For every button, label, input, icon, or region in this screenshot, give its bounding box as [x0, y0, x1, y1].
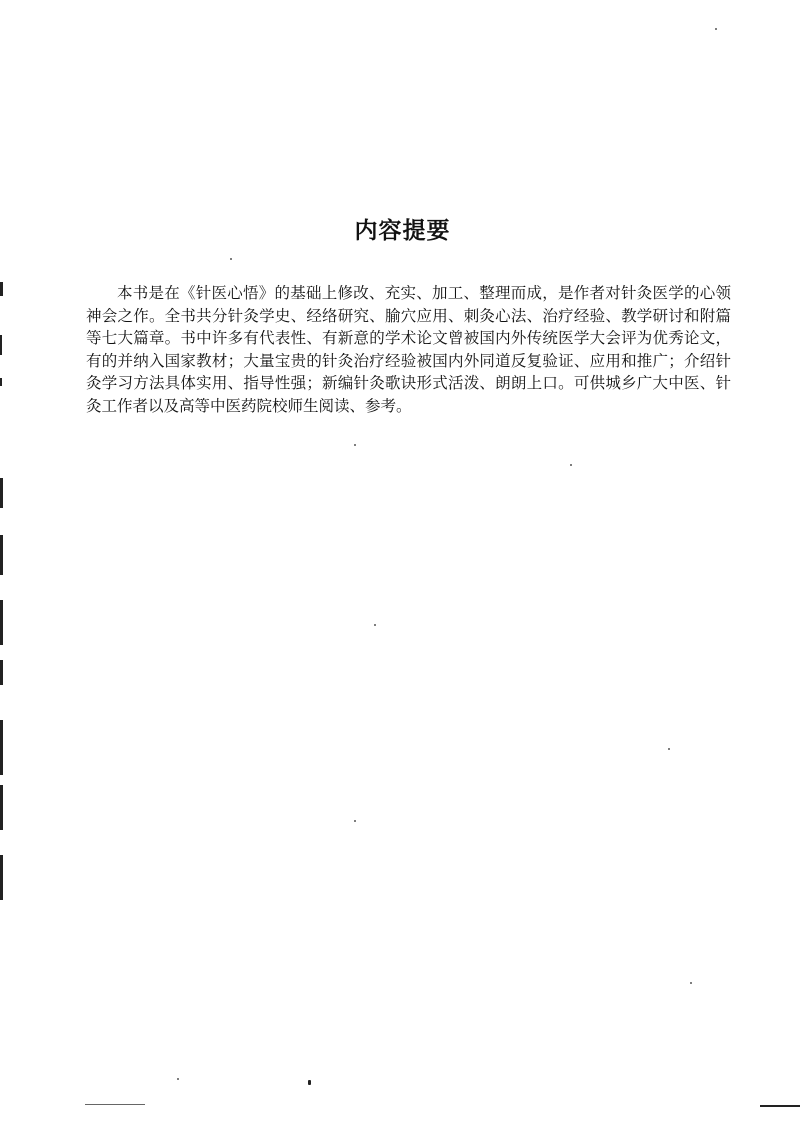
summary-paragraph: 本书是在《针医心悟》的基础上修改、充实、加工、整理而成，是作者对针灸医学的心领神会之作。全书共分针灸学史、经络研究、腧穴应用、刺灸心法、治疗经验、教学研讨和附篇等七大篇章。书中许多有代表性、有新意的学术论文曾被国内外传统医学大会评为优秀论文，有的并纳入国家教材；大量宝贵的针灸治疗经验被国内外同道反复验证、应用和推广；介绍针灸学习方法具体实用、指导性强；新编针灸歌诀形式活泼、朗朗上口。可供城乡广大中医、针灸工作者以及高等中医药院校师生阅读、参考。 [86, 284, 731, 415]
scan-speck [354, 820, 356, 822]
scan-mark [0, 785, 3, 830]
scan-speck [308, 1080, 311, 1085]
page-title: 内容提要 [354, 218, 451, 244]
scan-speck [230, 258, 232, 260]
scan-speck [570, 464, 572, 466]
scan-mark [0, 282, 3, 296]
scan-mark [85, 1104, 145, 1105]
summary-body [86, 282, 731, 417]
scan-speck [715, 28, 717, 30]
scan-mark [0, 535, 3, 575]
scan-mark [0, 478, 3, 508]
scan-speck [690, 982, 692, 984]
scan-speck [354, 444, 356, 446]
scan-speck [668, 748, 670, 750]
scan-mark [760, 1105, 800, 1107]
scan-mark [0, 855, 3, 900]
scan-mark [0, 378, 2, 386]
scan-speck [374, 624, 376, 626]
scan-mark [0, 600, 3, 645]
scan-mark [0, 660, 3, 685]
scan-mark [0, 720, 3, 775]
scan-mark [0, 335, 2, 355]
scan-speck [177, 1078, 179, 1080]
